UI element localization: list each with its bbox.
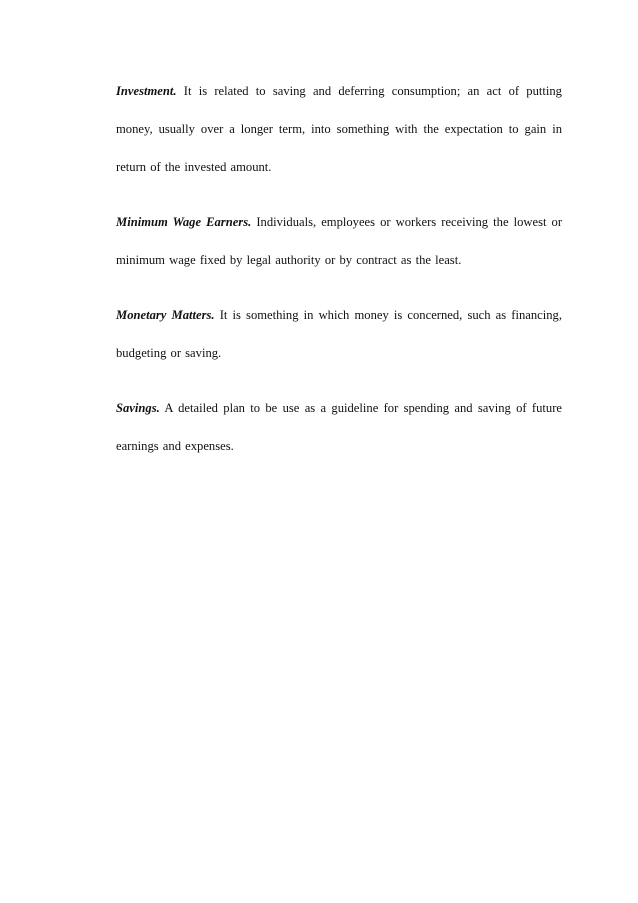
definition-savings xyxy=(116,389,562,465)
definition-text: Individuals, employees or workers receiving the lowest or minimum wage fixed by legal authority or by contract as the least. xyxy=(116,215,563,267)
definitions-list xyxy=(116,72,562,482)
term-label: Minimum Wage Earners. xyxy=(116,215,252,229)
definition-minimum-wage-earners xyxy=(116,203,562,279)
term-label: Savings. xyxy=(116,401,160,415)
definition-text: A detailed plan to be use as a guideline for spending and saving of future earnings and expenses. xyxy=(116,401,562,453)
term-label: Investment. xyxy=(116,84,177,98)
definition-investment xyxy=(116,72,562,186)
term-label: Monetary Matters. xyxy=(116,308,215,322)
definition-text: It is something in which money is concerned, such as financing, budgeting or saving. xyxy=(116,308,562,360)
definition-text: It is related to saving and deferring consumption; an act of putting money, usually over a longer term, into something with the expectation to gain in return of the invested amount. xyxy=(116,84,562,174)
definition-monetary-matters xyxy=(116,296,562,372)
